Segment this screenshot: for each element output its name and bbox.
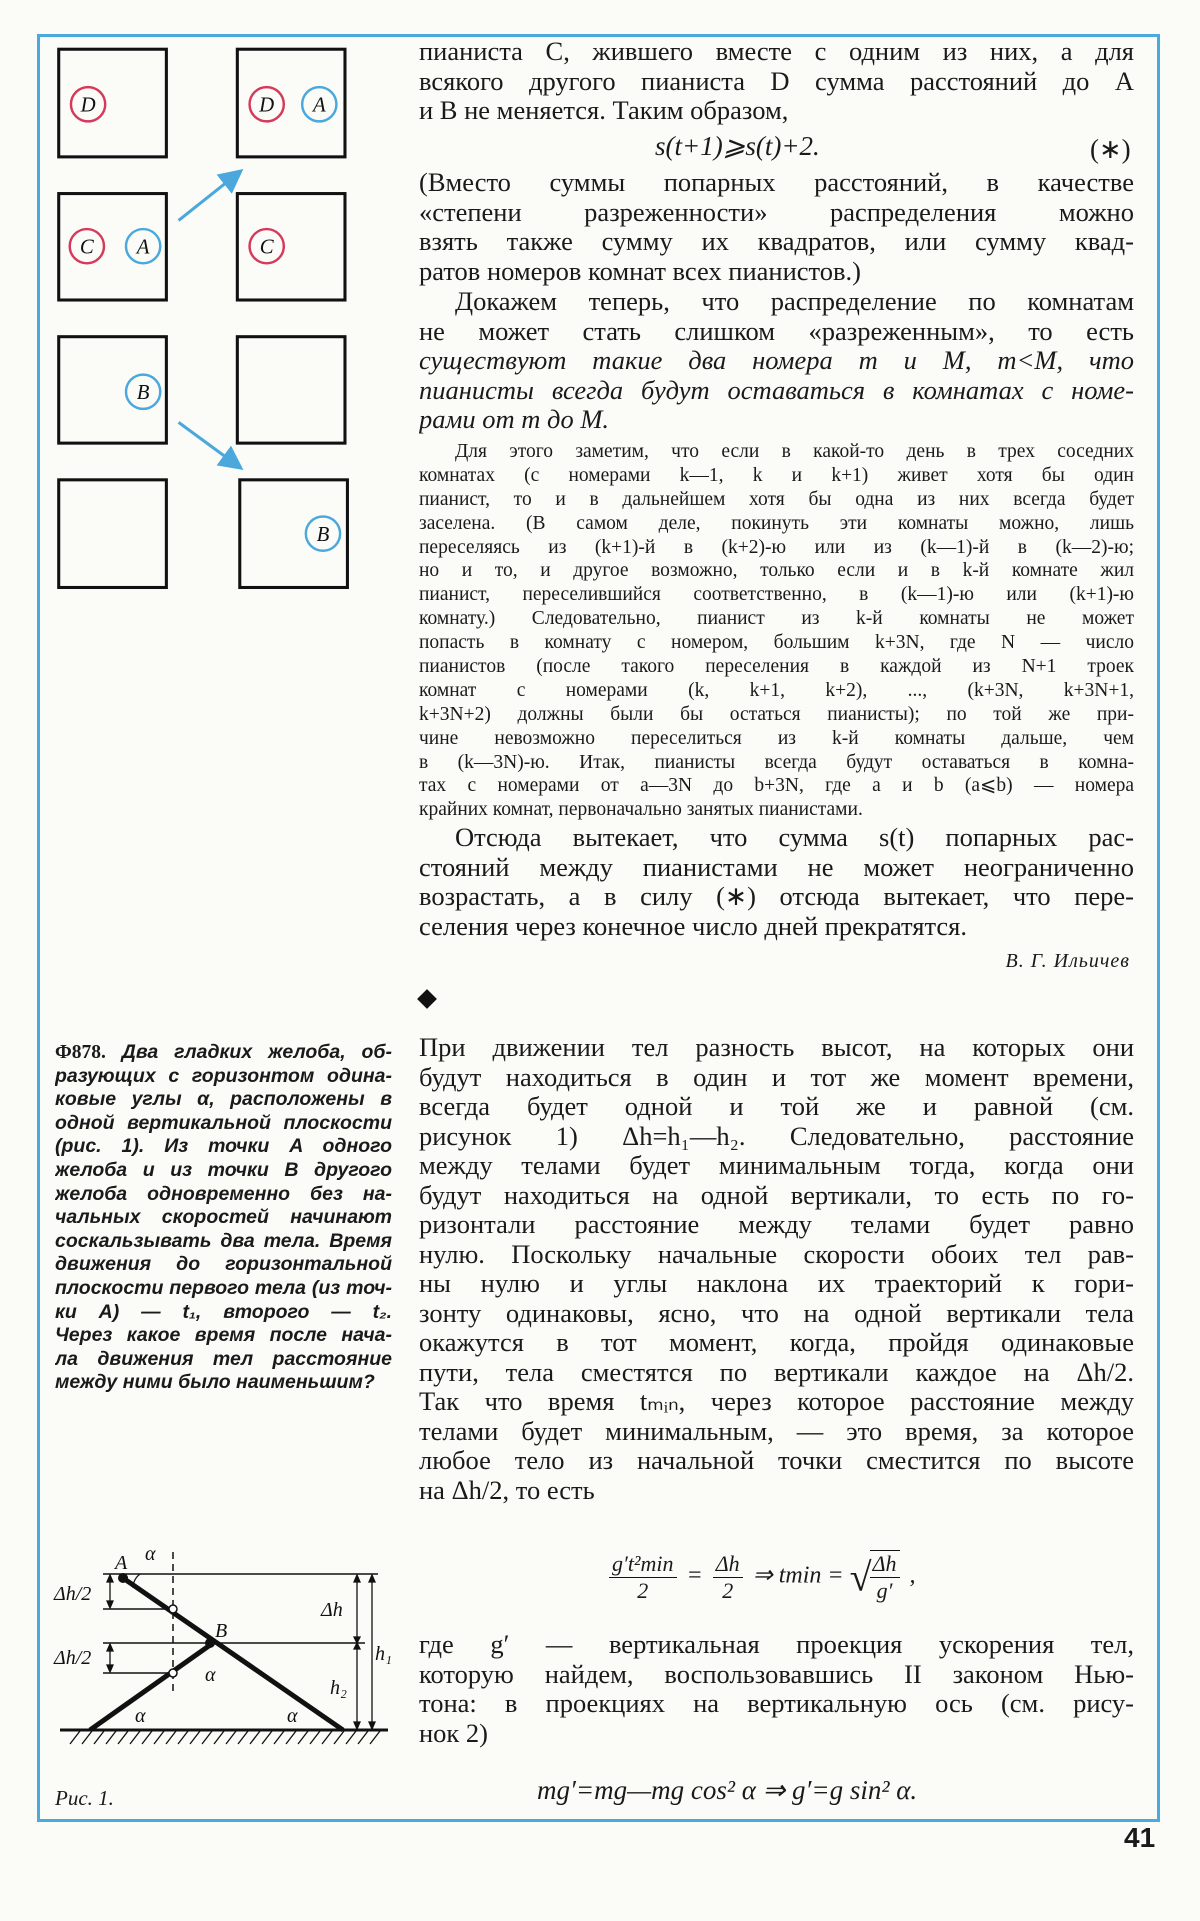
room [237, 337, 345, 443]
dh-half-label: Δh/2 [54, 1583, 92, 1605]
text-line: тона: в проекциях на вертикальную ось (см. рису- [419, 1689, 1134, 1718]
pianist-label: B [316, 522, 330, 546]
point-a-label: A [115, 1552, 128, 1574]
figure-1-troughs [0, 1500, 420, 1760]
text-line: стояний между пианистами не может неограниченно [419, 852, 1134, 882]
text-line: разующих с горизонтом одина- [55, 1064, 392, 1087]
text-line: всегда будет одной и той же и равной (см. [419, 1092, 1134, 1121]
text-line: Так что время tₘᵢₙ, через которое расстояние между [419, 1387, 1134, 1416]
room [59, 337, 167, 443]
paragraph-1 [419, 37, 1134, 126]
page-number: 41 [1124, 1822, 1156, 1853]
pianist-label: D [259, 93, 275, 117]
text-line: телами будет минимальным, — это время, за которое [419, 1416, 1134, 1446]
figure-caption: Рис. 1. [55, 1786, 114, 1810]
text-line: комнатах (с номерами k—1, k и k+1) живет хотя бы один [419, 464, 1134, 486]
room [59, 480, 167, 588]
pianist-label: D [80, 93, 96, 117]
text-line: и B не меняется. Таким образом, [419, 96, 789, 125]
text-line: пианистов (после такого переселения в каждой из N+1 троек [419, 656, 1134, 678]
problem-text: Два гладких желоба, об- [121, 1041, 392, 1063]
text-line: Докажем теперь, что распределение по комнатам [455, 287, 1134, 316]
text-line: тах с номерами от a—3N до b+3N, где a и b (a⩽b) — номера [419, 775, 1134, 797]
text-line: любое тело из начальной точки сместится по высоте [419, 1446, 1134, 1475]
move-arrow [179, 173, 239, 221]
text-line [55, 1041, 392, 1065]
text-line: ризонтали расстояние между телами будет равно [419, 1210, 1134, 1239]
text-line: При движении тел разность высот, на которых они [419, 1033, 1134, 1062]
paragraph-4 [419, 823, 1134, 941]
move-arrow [179, 422, 239, 466]
h2-label: h₂ [330, 1677, 347, 1699]
angle-label: α [205, 1664, 216, 1686]
text-line: ки A) — t₁, второго — t₂. [55, 1300, 392, 1323]
text-line: соскальзывать два тела. Время [55, 1229, 392, 1252]
formula-inequality: s(t+1)⩾s(t)+2. [655, 131, 820, 161]
point-b-label: B [215, 1620, 228, 1642]
text-line: Для этого заметим, что если в какой-то день в трех соседних [455, 441, 1134, 462]
text-line: ла движения тел расстояние [55, 1347, 392, 1370]
text-line: «степени разреженности» распределения можно [419, 197, 1134, 227]
sqrt-icon: √ [849, 1554, 872, 1600]
formula-tag: (∗) [1090, 134, 1131, 164]
trough-left [90, 1643, 213, 1730]
room [240, 480, 348, 588]
text-line: движения до горизонтальной [55, 1253, 392, 1276]
pianist-label: B [136, 381, 150, 405]
dh-half-label: Δh/2 [54, 1647, 92, 1669]
paragraph-2 [419, 168, 1134, 286]
text-line: переселяясь из (k+1)-й в (k+2)-ю или из (k—1)-й в (k—2)-ю; [419, 536, 1134, 558]
text-line: всякого другого пианиста D сумма расстояний до A [419, 66, 1134, 96]
problem-statement [55, 1041, 392, 1395]
text-line: Через какое время после нача- [55, 1324, 392, 1347]
paragraph-3 [419, 287, 1134, 346]
fraction-numerator: g′t²min [609, 1551, 677, 1578]
trough-right [123, 1578, 343, 1730]
text-line: рисунок 1) Δh=h₁—h₂. Следовательно, расстояние [419, 1121, 1134, 1151]
rooms-diagram [0, 0, 367, 600]
author-signature: В. Г. Ильичев [1005, 950, 1130, 972]
text-line: одной вертикальной плоскости [55, 1111, 392, 1134]
text-line: пианист, переселившийся соответственно, в (k—1)-ю или (k+1)-ю [419, 584, 1134, 606]
text-line: пути, тела сместятся по вертикали каждое на Δh/2. [419, 1357, 1134, 1387]
text-line: но и то, и другое возможно, только если и в k-й комнате жил [419, 560, 1134, 582]
text-line: (рис. 1). Из точки A одного [55, 1135, 392, 1158]
comma: , [909, 1562, 916, 1589]
text-line: попасть в комнату с номером, большим k+3N, где N — число [419, 632, 1134, 654]
h1-label: h₁ [375, 1643, 392, 1665]
text-line: возрастать, а в силу (∗) отсюда вытекает, что пере- [419, 882, 1134, 911]
room [59, 194, 167, 300]
text-line: плоскости первого тела (из точ- [55, 1276, 392, 1299]
problem-number: Ф878. [55, 1042, 106, 1063]
angle-label: α [287, 1705, 298, 1727]
formula-g-prime: mg′=mg—mg cos² α ⇒ g′=g sin² α. [537, 1775, 918, 1805]
text-line: (Вместо суммы попарных расстояний, в качестве [419, 168, 1134, 197]
text-line: в (k—3N)-ю. Итак, пианисты всегда будут оставаться в комна- [419, 751, 1134, 773]
text-line: Отсюда вытекает, что сумма s(t) попарных рас- [455, 823, 1134, 852]
text-line: желоба и из точки B другого [55, 1158, 392, 1181]
text-line: заселена. (В самом деле, покинуть эти комнаты можно, лишь [419, 512, 1134, 534]
text-line: k+3N+2) должны были бы остаться пианисты); по той же при- [419, 703, 1134, 725]
text-line: зонту одинаковы, ясно, что на одной вертикали тела [419, 1298, 1134, 1328]
text-line: не может стать слишком «разреженным», то есть [419, 316, 1134, 346]
text-line: ны нулю и углы наклона их траекторий к гори- [419, 1269, 1134, 1298]
text-line: будут находиться на одной вертикали, то есть по го- [419, 1180, 1134, 1210]
text-line: между ними было наименьшим? [55, 1371, 375, 1394]
text-line: пианиста C, жившего вместе с одним из них, а для [419, 37, 1134, 66]
text-line: ковые углы α, расположены в [55, 1088, 392, 1111]
small-print-proof [419, 440, 1134, 822]
text-line: существуют такие два номера m и M, m<M, что [419, 346, 1134, 375]
paragraph-6 [419, 1630, 1134, 1748]
paragraph-3-italic [419, 346, 1134, 435]
text-line: желоба одновременно без на- [55, 1182, 392, 1205]
text-line: нок 2) [419, 1718, 489, 1748]
text-line: взять также сумму их квадратов, или сумму квад- [419, 227, 1134, 256]
text-line: между телами будет минимальным тогда, когда они [419, 1151, 1134, 1180]
pianist-label: C [79, 235, 94, 259]
text-line: чине невозможно переселиться из k-й комнаты дальше, чем [419, 727, 1134, 749]
angle-label: α [145, 1543, 156, 1565]
fraction-numerator: Δh [713, 1551, 743, 1578]
equals-sign: = [686, 1562, 703, 1589]
angle-label: α [135, 1705, 146, 1727]
pianist-label: A [136, 235, 150, 259]
text-line: крайних комнат, первоначально занятых пианистами. [419, 799, 863, 821]
room [237, 194, 345, 300]
text-line: на Δh/2, то есть [419, 1475, 595, 1505]
formula-tmin [605, 1550, 916, 1604]
text-line: комнат с номерами (k, k+1, k+2), ..., (k+3N, k+3N+1, [419, 679, 1134, 701]
dh-label: Δh [321, 1599, 343, 1621]
text-line: чальных скоростей начинают [55, 1206, 392, 1229]
text-line: где g′ — вертикальная проекция ускорения тел, [419, 1630, 1134, 1659]
text-line: комнату.) Следовательно, пианист из k-й комнаты не может [419, 608, 1134, 630]
implies-tmin: ⇒ tmin = [752, 1562, 844, 1589]
text-line: ратов номеров комнат всех пианистов.) [419, 256, 861, 286]
fraction-denominator: 2 [722, 1577, 734, 1603]
text-line: нулю. Поскольку начальные скорости обоих тел рав- [419, 1239, 1134, 1269]
text-line: пианист, то и в дальнейшем хотя бы одна из них всегда будет [419, 488, 1134, 510]
text-line: окажутся в тот момент, когда, пройдя одинаковые [419, 1328, 1134, 1357]
room [59, 49, 167, 157]
fraction-denominator: 2 [637, 1577, 649, 1603]
pianist-label: C [259, 235, 274, 259]
text-line: пианисты всегда будут оставаться в комнатах с номе- [419, 375, 1134, 405]
fraction-numerator: Δh [870, 1551, 900, 1578]
text-line: рами от m до M. [419, 405, 610, 434]
pianist-label: A [312, 93, 326, 117]
text-line: селения через конечное число дней прекратятся. [419, 911, 967, 941]
text-line: которую найдем, воспользовавшись II законом Нью- [419, 1659, 1134, 1689]
text-line: будут находиться в один и тот же момент времени, [419, 1062, 1134, 1092]
fraction-denominator: g′ [876, 1578, 893, 1603]
solution-text [419, 1033, 1134, 1505]
room [237, 49, 345, 157]
